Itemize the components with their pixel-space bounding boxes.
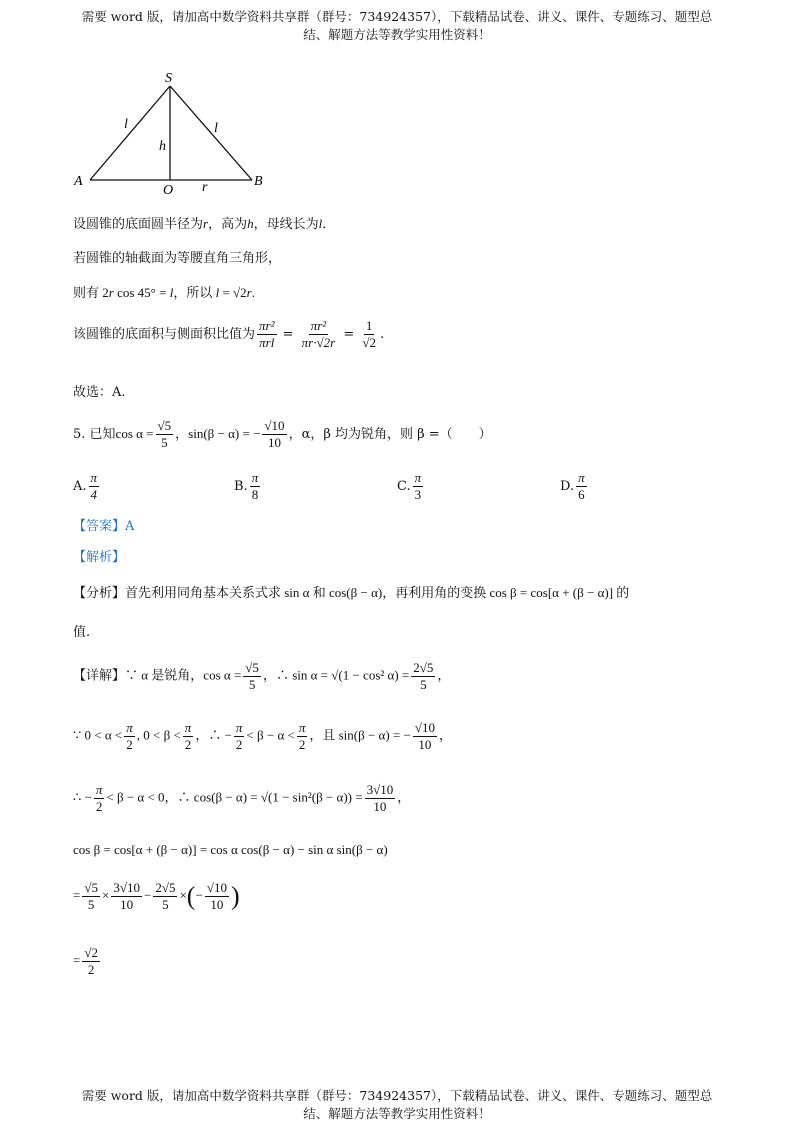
detail-l1-end: ， xyxy=(437,667,451,683)
question-sin-diff: ，sin(β − α) = − xyxy=(175,426,261,441)
detail-l1-frac-2 xyxy=(411,660,435,693)
option-b-den: 8 xyxy=(251,487,259,502)
detail-l6-frac xyxy=(82,945,100,978)
detail-l1-b: ，∴ sin α = √(1 − cos² α) = xyxy=(262,667,410,683)
header-banner-line2: 结、解题方法等教学实用性资料！ xyxy=(303,27,491,42)
option-c-den: 3 xyxy=(414,487,422,502)
analysis-line-1: 【分析】首先利用同角基本关系式求 sin α 和 cos(β − α)，再利用角的变换 cos β = cos[α + (β − α)] 的 xyxy=(73,585,630,600)
ratio-f2-den: πr·√2r xyxy=(301,335,336,350)
setup-line xyxy=(73,213,335,232)
detail-l2-f3-num: π xyxy=(235,720,243,735)
detail-l5-paren-close: ) xyxy=(230,881,240,911)
relation-line xyxy=(73,282,255,301)
prev-answer-line: 故选：A. xyxy=(73,385,126,400)
detail-l1-frac-1 xyxy=(243,660,261,693)
ratio-fraction-3 xyxy=(360,318,378,351)
question-number: 5. 已知 xyxy=(73,427,116,442)
option-a-frac xyxy=(89,470,100,503)
ratio-f1-num: πr² xyxy=(259,318,275,333)
detail-l2-frac-2 xyxy=(183,720,194,753)
relation-r2: r xyxy=(246,285,252,300)
question-frac-1-num: √5 xyxy=(157,418,172,433)
detail-l5-f4-den: 10 xyxy=(210,897,224,912)
ratio-f3-den: √2 xyxy=(362,335,376,350)
header-banner xyxy=(40,8,754,44)
detail-l2-f5-den: 10 xyxy=(418,737,432,752)
detail-l2-f5-num: √10 xyxy=(414,720,435,735)
detail-line-4: cos β = cos[α + (β − α)] = cos α cos(β − α) − sin α sin(β − α) xyxy=(73,842,388,857)
detail-l1-f1-den: 5 xyxy=(248,677,256,692)
question-frac-2-num: √10 xyxy=(264,418,285,433)
segment-sb xyxy=(170,86,252,180)
option-b[interactable] xyxy=(234,470,262,503)
ratio-f3-num: 1 xyxy=(365,318,373,333)
label-a: A xyxy=(74,174,83,189)
relation-eq: = √2 xyxy=(219,285,247,300)
detail-l5-f3-den: 5 xyxy=(162,897,169,912)
detail-l6-f-den: 2 xyxy=(87,962,95,977)
detail-l2-d: < β − α < xyxy=(246,727,295,743)
detail-l6-a: = xyxy=(73,952,81,968)
detail-l5-f1-num: √5 xyxy=(84,880,98,895)
ratio-f2-num: πr² xyxy=(310,318,327,333)
option-c-frac xyxy=(413,470,424,503)
detail-l2-end: ， xyxy=(439,727,453,743)
question-5 xyxy=(73,418,492,451)
detail-l5-frac-1 xyxy=(82,880,100,913)
detail-l3-a: ∴ − xyxy=(73,789,92,805)
setup-text-4: ． xyxy=(322,217,336,232)
setup-text-2: ，高为 xyxy=(208,217,248,232)
question-cos-alpha: cos α = xyxy=(115,426,154,441)
detail-l5-a: = xyxy=(73,887,81,903)
detail-l2-f2-num: π xyxy=(184,720,192,735)
footer-banner-line1: 需要 word 版，请加高中数学资料共享群（群号：734924357），下载精品试卷、讲义、课件、专题练习、题型总 xyxy=(81,1088,713,1103)
detail-l5-f1-den: 5 xyxy=(87,897,95,912)
detail-l2-f1-num: π xyxy=(126,720,133,735)
detail-l2-f2-den: 2 xyxy=(184,737,192,752)
relation-cos: cos 45° = xyxy=(117,285,170,300)
cone-cross-section-figure xyxy=(70,68,280,198)
detail-l5-paren-open: ( xyxy=(186,881,196,911)
label-l-right: l xyxy=(214,121,218,136)
ratio-end: . xyxy=(380,327,385,342)
relation-pre: 则有 2 xyxy=(73,285,109,300)
option-c-num: π xyxy=(414,470,422,485)
detail-line-6 xyxy=(73,945,102,978)
option-c[interactable] xyxy=(397,470,425,503)
detail-l5-d: × xyxy=(179,887,187,903)
detail-l2-f4-num: π xyxy=(298,720,306,735)
detail-l1-f2-den: 5 xyxy=(420,677,427,692)
detail-l3-f2-den: 10 xyxy=(373,799,387,814)
detail-l1-f2-num: 2√5 xyxy=(413,660,434,675)
detail-l3-f2-num: 3√10 xyxy=(366,782,394,797)
footer-banner-line2: 结、解题方法等教学实用性资料！ xyxy=(303,1106,491,1121)
segment-sa xyxy=(90,86,170,180)
detail-l3-frac-1 xyxy=(94,782,105,815)
question-frac-2-den: 10 xyxy=(267,435,281,450)
detail-l5-e: − xyxy=(195,887,203,903)
answer-tag: 【答案】A xyxy=(73,519,135,534)
detail-l3-f1-num: π xyxy=(95,782,103,797)
option-d-label: D. xyxy=(560,479,575,494)
detail-l5-frac-4 xyxy=(205,880,229,913)
ratio-f1-den: πrl xyxy=(259,335,275,350)
option-a-den: 4 xyxy=(90,487,98,502)
option-a-num: π xyxy=(90,470,98,485)
detail-line-3 xyxy=(73,782,410,815)
detail-l5-b: × xyxy=(101,887,110,903)
label-h: h xyxy=(159,139,166,154)
detail-l2-f1-den: 2 xyxy=(126,737,133,752)
detail-l5-f2-num: 3√10 xyxy=(113,880,140,895)
setup-var-h: h xyxy=(247,216,254,231)
option-d-num: π xyxy=(578,470,585,485)
relation-mid: ，所以 xyxy=(173,285,216,300)
detail-l3-frac-2 xyxy=(365,782,396,815)
detail-l3-f1-den: 2 xyxy=(95,799,103,814)
label-s: S xyxy=(165,71,172,86)
question-frac-1-den: 5 xyxy=(161,435,168,450)
relation-end: . xyxy=(251,285,255,300)
detail-l2-e: ，且 sin(β − α) = − xyxy=(309,727,411,743)
detail-line-1 xyxy=(73,660,450,693)
detail-line-2 xyxy=(73,720,452,753)
relation-l2: l xyxy=(215,285,220,300)
label-o: O xyxy=(163,183,174,198)
detail-l2-a: ∵ 0 < α < xyxy=(73,727,123,743)
ratio-fraction-1 xyxy=(257,318,276,351)
detail-l2-frac-1 xyxy=(124,720,135,753)
detail-l1-a: 【详解】∵ α 是锐角，cos α = xyxy=(73,667,242,683)
detail-l5-f4-num: √10 xyxy=(206,880,227,895)
detail-l6-f-num: √2 xyxy=(84,945,98,960)
header-banner-line1: 需要 word 版，请加高中数学资料共享群（群号：734924357），下载精品试卷、讲义、课件、专题练习、题型总 xyxy=(81,9,713,24)
analysis-line-2: 值. xyxy=(73,625,91,640)
option-d-frac xyxy=(576,470,587,503)
option-a[interactable] xyxy=(73,470,101,503)
isosceles-line: 若圆锥的轴截面为等腰直角三角形， xyxy=(73,251,282,266)
ratio-text: 该圆锥的底面积与侧面积比值为 xyxy=(73,327,256,342)
ratio-line: 该圆锥的底面积与侧面积比值为 $\frac{\text{πr²}}{\text{πrl}}$ = $\frac{\text{πr²}}{\pi r\cdot√2r}$ = $\frac{1}{√2}$ . xyxy=(73,318,385,350)
setup-var-l: l xyxy=(318,216,323,231)
ratio-fraction-2 xyxy=(300,318,338,351)
detail-l5-frac-2 xyxy=(111,880,142,913)
detail-l2-frac-3 xyxy=(234,720,245,753)
analysis-tag: 【解析】 xyxy=(73,550,126,565)
setup-text-1: 设圆锥的底面圆半径为 xyxy=(73,217,204,232)
detail-l5-c: − xyxy=(143,887,152,903)
detail-l5-f3-num: 2√5 xyxy=(155,880,176,895)
detail-l2-f3-den: 2 xyxy=(235,737,243,752)
detail-l3-end: ， xyxy=(397,789,411,805)
detail-l1-f1-num: √5 xyxy=(245,660,259,675)
option-b-frac xyxy=(250,470,261,503)
detail-line-5 xyxy=(73,880,240,913)
option-d[interactable] xyxy=(560,470,589,503)
option-d-den: 6 xyxy=(578,487,585,502)
question-frac-1 xyxy=(156,418,174,451)
question-rest: ，α，β 均为锐角，则 β =（ ） xyxy=(288,427,492,442)
detail-l2-c: ，∴ − xyxy=(195,727,232,743)
setup-var-r: r xyxy=(203,216,209,231)
question-frac-2 xyxy=(262,418,286,451)
label-r: r xyxy=(202,180,208,195)
label-l-left: l xyxy=(124,117,128,132)
detail-l3-b: < β − α < 0，∴ cos(β − α) = √(1 − sin²(β − α)) = xyxy=(106,789,363,805)
label-b: B xyxy=(254,174,263,189)
relation-r: r xyxy=(108,285,114,300)
detail-l2-f4-den: 2 xyxy=(298,737,306,752)
detail-l2-frac-4 xyxy=(297,720,308,753)
option-c-label: C. xyxy=(397,479,411,494)
option-b-label: B. xyxy=(234,479,248,494)
relation-l: l xyxy=(169,285,174,300)
option-b-num: π xyxy=(251,470,259,485)
detail-l5-f2-den: 10 xyxy=(120,897,134,912)
setup-text-3: ，母线长为 xyxy=(253,217,319,232)
detail-l2-frac-5 xyxy=(413,720,437,753)
footer-banner xyxy=(40,1087,754,1123)
detail-l5-frac-3 xyxy=(153,880,177,913)
option-a-label: A. xyxy=(73,479,87,494)
detail-l2-b: , 0 < β < xyxy=(136,727,181,743)
